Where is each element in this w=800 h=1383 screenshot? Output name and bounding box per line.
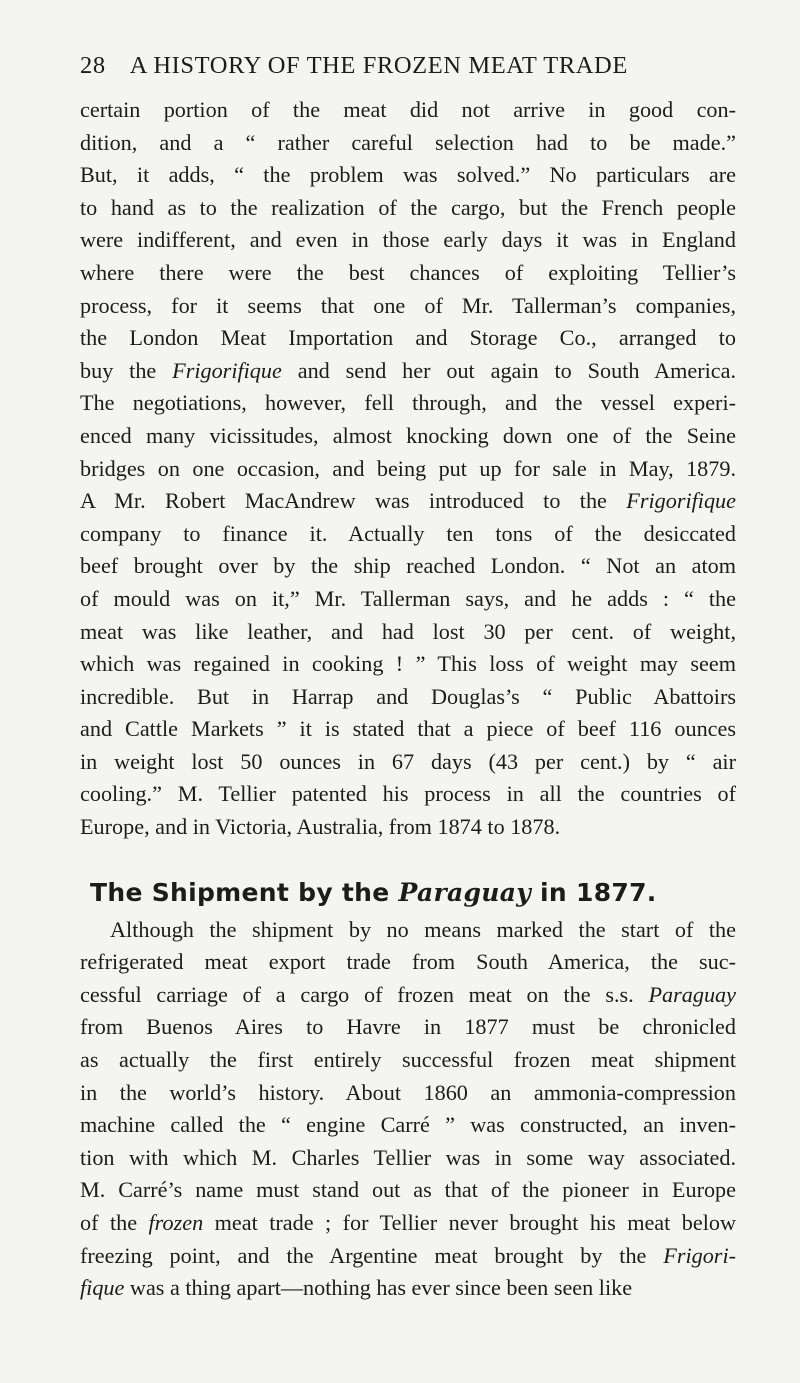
- text-line: where there were the best chances of exploiting Tellier’s: [80, 259, 736, 285]
- paragraph-2: [80, 914, 736, 1305]
- text-line: of the frozen meat trade ; for Tellier never brought his meat below: [80, 1210, 736, 1235]
- text-line: which was regained in cooking ! ” This loss of weight may seem: [80, 651, 736, 677]
- text-line: cessful carriage of a cargo of frozen meat on the s.s. Paraguay: [80, 981, 736, 1007]
- italic-text: fique: [80, 1275, 125, 1301]
- text-line: to hand as to the realization of the cargo, but the French people: [80, 194, 736, 220]
- section-heading: [80, 876, 736, 910]
- text-line: enced many vicissitudes, almost knocking down one of the Seine: [80, 422, 736, 448]
- text-line: beef brought over by the ship reached London. “ Not an atom: [80, 553, 736, 579]
- text-line: in weight lost 50 ounces in 67 days (43 per cent.) by “ air: [80, 748, 736, 774]
- text-line: process, for it seems that one of Mr. Tallerman’s companies,: [80, 292, 736, 318]
- italic-text: Frigori-: [663, 1242, 736, 1268]
- text-line: incredible. But in Harrap and Douglas’s “ Public Abattoirs: [80, 683, 736, 709]
- text-line: M. Carré’s name must stand out as that of the pioneer in Europe: [80, 1177, 736, 1203]
- text-line: bridges on one occasion, and being put up for sale in May, 1879.: [80, 455, 736, 481]
- running-title: A HISTORY OF THE FROZEN MEAT TRADE: [129, 52, 628, 79]
- book-page: [80, 50, 736, 1305]
- section-heading-ship-name: Paraguay: [398, 877, 532, 907]
- text-line: from Buenos Aires to Havre in 1877 must be chronicled: [80, 1014, 736, 1040]
- text-line: freezing point, and the Argentine meat brought by the Frigori-: [80, 1242, 736, 1268]
- text-line: fique was a thing apart—nothing has ever since been seen like: [80, 1275, 633, 1301]
- section-heading-suffix: in 1877.: [531, 877, 657, 907]
- text-line: the London Meat Importation and Storage Co., arranged to: [80, 325, 736, 351]
- text-line: dition, and a “ rather careful selection had to be made.”: [80, 129, 736, 155]
- italic-text: Frigorifique: [626, 488, 736, 514]
- text-line: Although the shipment by no means marked the start of the: [110, 916, 736, 942]
- italic-text: frozen: [148, 1210, 204, 1235]
- text-line: were indifferent, and even in those early days it was in England: [80, 227, 736, 253]
- text-line: But, it adds, “ the problem was solved.” No particulars are: [80, 162, 736, 188]
- page-number: 28: [80, 52, 106, 79]
- text-line: as actually the first entirely successful frozen meat shipment: [80, 1047, 736, 1073]
- italic-text: Frigorifique: [172, 357, 282, 383]
- text-line: of mould was on it,” Mr. Tallerman says, and he adds : “ the: [80, 585, 736, 611]
- text-line: meat was like leather, and had lost 30 per cent. of weight,: [80, 618, 736, 644]
- text-line: refrigerated meat export trade from South America, the suc-: [80, 949, 736, 975]
- text-line: Europe, and in Victoria, Australia, from 1874 to 1878.: [80, 814, 561, 840]
- text-line: and Cattle Markets ” it is stated that a piece of beef 116 ounces: [80, 716, 736, 742]
- text-line: machine called the “ engine Carré ” was constructed, an inven-: [80, 1112, 736, 1138]
- italic-text: Paraguay: [648, 981, 736, 1007]
- text-line: The negotiations, however, fell through, and the vessel experi-: [80, 390, 736, 416]
- text-line: in the world’s history. About 1860 an ammonia-compression: [80, 1079, 736, 1105]
- text-line: tion with which M. Charles Tellier was in some way associated.: [80, 1144, 736, 1170]
- text-line: A Mr. Robert MacAndrew was introduced to the Frigorifique: [80, 488, 736, 514]
- text-line: cooling.” M. Tellier patented his process in all the countries of: [80, 781, 736, 807]
- text-line: certain portion of the meat did not arrive in good con-: [80, 97, 736, 122]
- text-line: buy the Frigorifique and send her out again to South America.: [80, 357, 736, 383]
- running-header: [80, 50, 736, 82]
- section-heading-prefix: The Shipment by the: [90, 877, 399, 907]
- paragraph-1: [80, 94, 736, 844]
- text-line: company to finance it. Actually ten tons of the desiccated: [80, 520, 736, 546]
